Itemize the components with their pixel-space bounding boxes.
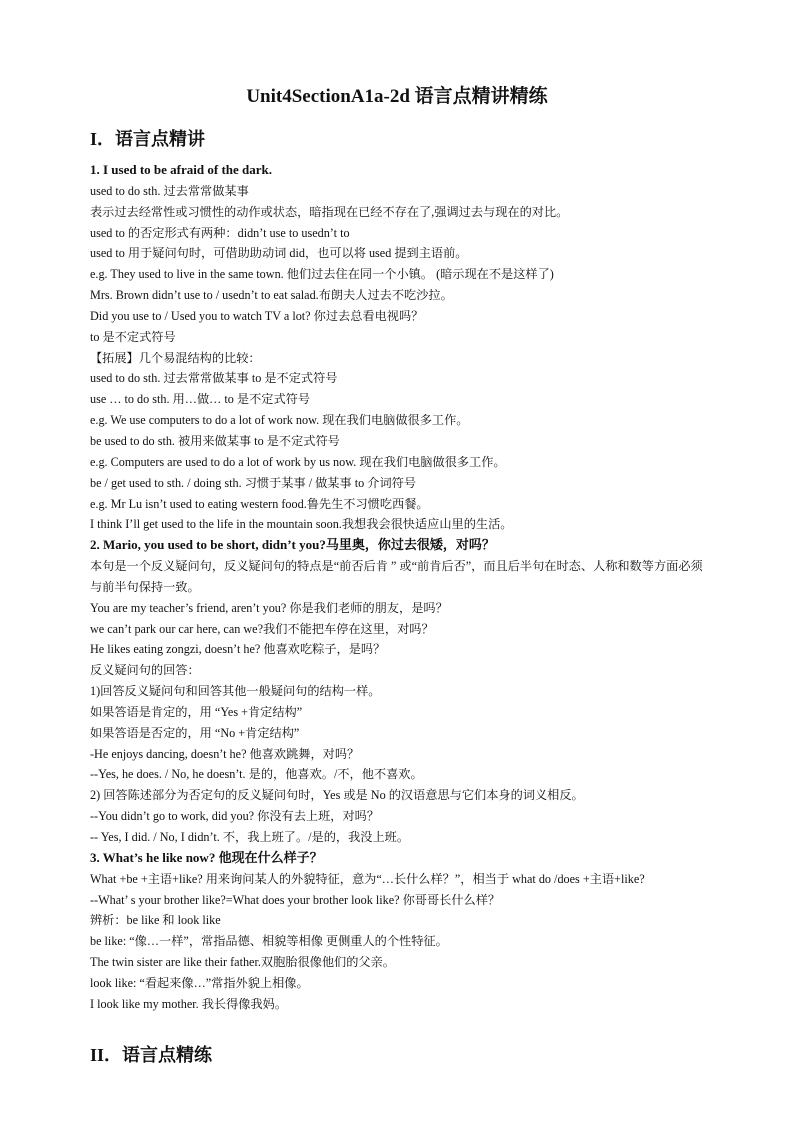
text-line: used to do sth. 过去常常做某事 — [90, 183, 249, 198]
point-heading: 2. Mario, you used to be short, didn’t you?马里奥，你过去很矮，对吗？ — [90, 537, 495, 553]
text-line: --Yes, he does. / No, he doesn’t. 是的，他喜欢。/不，他不喜欢。 — [90, 767, 423, 782]
text-line: 1)回答反义疑问句和回答其他一般疑问句的结构一样。 — [90, 684, 381, 699]
text-line: -- Yes, I did. / No, I didn’t. 不，我上班了。/是的，我没上班。 — [90, 830, 410, 844]
text-line: What +be +主语+like? 用来询问某人的外貌特征，意为“…长什么样？”，相当于 what do /does +主语+like? — [90, 871, 645, 886]
text-line: 2) 回答陈述部分为否定句的反义疑问句时，Yes 或是 No 的汉语意思与它们本身的词义相反。 — [90, 788, 584, 803]
text-line: look like: “看起来像…”常指外貌上相像。 — [90, 975, 309, 990]
point-heading: 3. What’s he like now? 他现在什么样子？ — [90, 849, 323, 865]
text-line: used to do sth. 过去常常做某事 to 是不定式符号 — [90, 371, 338, 386]
text-line: 【拓展】几个易混结构的比较： — [90, 350, 261, 365]
text-line: e.g. They used to live in the same town. 他们过去住在同一个小镇。 (暗示现在不是这样了) — [90, 267, 554, 282]
page-title: Unit4SectionA1a-2d 语言点精讲精练 — [246, 86, 548, 107]
text-line: I think I’ll get used to the life in the mountain soon.我想我会很快适应山里的生活。 — [90, 517, 513, 532]
text-line: 表示过去经常性或习惯性的动作或状态，暗指现在已经不存在了,强调过去与现在的对比。 — [90, 204, 569, 219]
text-line: be / get used to sth. / doing sth. 习惯于某事 / 做某事 to 介词符号 — [90, 475, 417, 490]
text-line: be like: “像…一样”，常指品德、相貌等相像 更侧重人的个性特征。 — [90, 934, 448, 949]
text-line: -He enjoys dancing, doesn’t he? 他喜欢跳舞，对吗？ — [90, 746, 360, 761]
text-line: The twin sister are like their father.双胞胎很像他们的父亲。 — [90, 955, 395, 970]
text-line: 反义疑问句的回答： — [90, 663, 200, 678]
text-line: e.g. We use computers to do a lot of work now. 现在我们电脑做很多工作。 — [90, 413, 469, 428]
text-line: e.g. Computers are used to do a lot of work by us now. 现在我们电脑做很多工作。 — [90, 454, 506, 469]
text-line: 如果答语是否定的，用 “No +肯定结构” — [90, 725, 300, 740]
text-line: --What’ s your brother like?=What does your brother look like? 你哥哥长什么样？ — [90, 892, 501, 907]
text-line: Did you use to / Used you to watch TV a lot? 你过去总看电视吗？ — [90, 308, 424, 323]
document-body — [90, 160, 712, 1015]
text-line: to 是不定式符号 — [90, 329, 176, 344]
text-line: 辨析：be like 和 look like — [90, 913, 221, 928]
text-line: we can’t park our car here, can we?我们不能把车停在这里，对吗？ — [90, 621, 434, 636]
text-line: used to 的否定形式有两种：didn’t use to usedn’t to — [90, 225, 350, 240]
text-line: He likes eating zongzi, doesn’t he? 他喜欢吃粽子，是吗？ — [90, 642, 386, 657]
text-line: be used to do sth. 被用来做某事 to 是不定式符号 — [90, 433, 340, 448]
section-heading-explanation: I．语言点精讲 — [90, 129, 206, 149]
text-line: use … to do sth. 用…做… to 是不定式符号 — [90, 392, 311, 407]
text-line: Mrs. Brown didn’t use to / usedn’t to eat salad.布朗夫人过去不吃沙拉。 — [90, 288, 453, 303]
section-heading-practice: II．语言点精练 — [90, 1045, 213, 1065]
text-line: --You didn’t go to work, did you? 你没有去上班，对吗？ — [90, 809, 380, 824]
text-line: 本句是一个反义疑问句，反义疑问句的特点是“前否后肯 ” 或“前肯后否”，而且后半句在时态、人称和数等方面必须 与前半句保持一致。 — [90, 559, 703, 594]
text-line: 如果答语是肯定的，用 “Yes +肯定结构” — [90, 704, 303, 719]
point-heading: 1. I used to be afraid of the dark. — [90, 162, 273, 177]
text-line: You are my teacher’s friend, aren’t you? 你是我们老师的朋友，是吗？ — [90, 600, 448, 615]
text-line: used to 用于疑问句时，可借助助动词 did，也可以将 used 提到主语前。 — [90, 246, 468, 261]
text-line: e.g. Mr Lu isn’t used to eating western food.鲁先生不习惯吃西餐。 — [90, 496, 429, 511]
text-line: I look like my mother. 我长得像我妈。 — [90, 996, 288, 1011]
